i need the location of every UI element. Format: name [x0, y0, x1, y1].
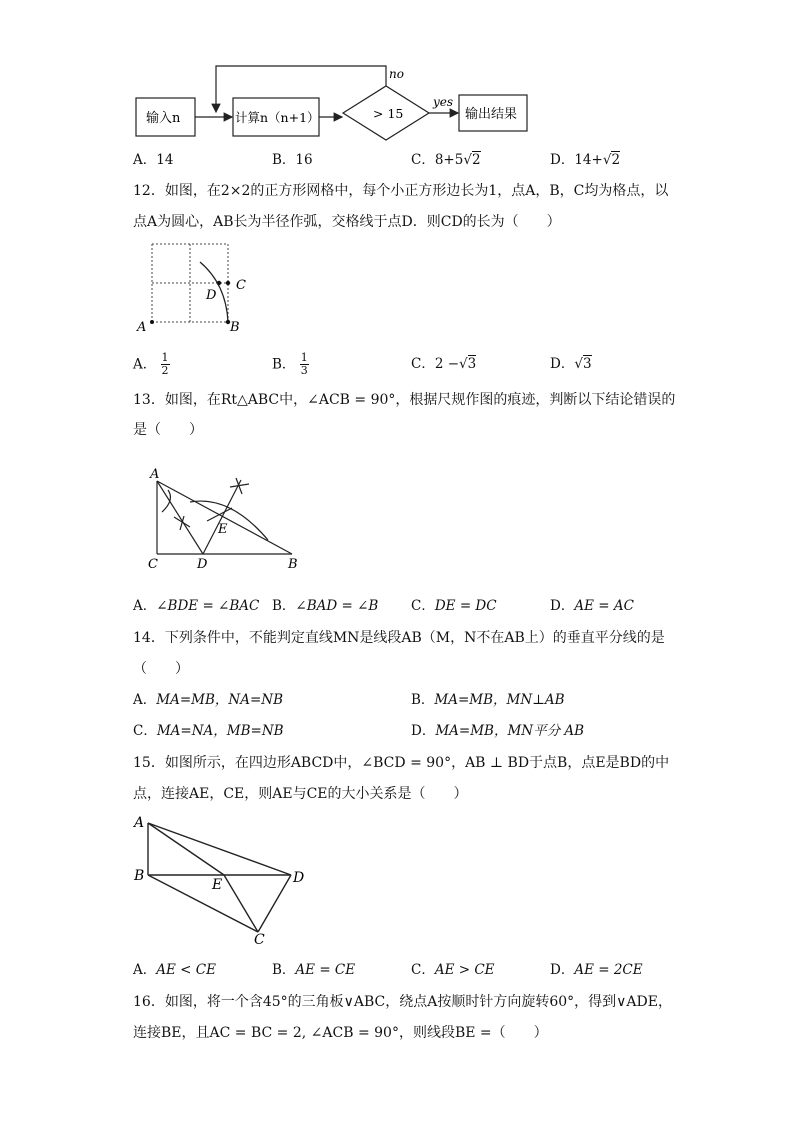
- yes-label: yes: [433, 95, 454, 109]
- no-label: no: [389, 67, 404, 81]
- input-label: 输入n: [146, 111, 181, 126]
- label-e: E: [212, 877, 223, 893]
- q14-option-a[interactable]: A．MA=MB，NA=NB: [133, 692, 283, 708]
- q14-option-c[interactable]: C．MA=NA，MB=NB: [133, 723, 284, 739]
- q15-option-b[interactable]: B．AE = CE: [272, 962, 356, 978]
- sqrt-symbol: √: [574, 356, 583, 372]
- q13-option-a[interactable]: A．∠BDE = ∠BAC: [133, 598, 260, 614]
- sqrt-symbol: √: [459, 356, 468, 372]
- flowchart-figure: [0, 0, 794, 150]
- label-c: C: [254, 932, 265, 948]
- label-b: B: [134, 868, 145, 884]
- q14-stem-line2: （ ）: [133, 661, 189, 677]
- q12-option-d[interactable]: D．√3: [550, 356, 592, 372]
- fraction: $\frac{1}{3}$: [300, 351, 308, 377]
- q15-stem-line1: 15．如图所示，在四边形ABCD中，∠BCD = 90°，AB ⊥ BD于点B，点E是BD的中: [133, 755, 670, 771]
- compute-label: 计算n（n+1）: [235, 110, 320, 125]
- label-a: A: [134, 815, 145, 831]
- q14-option-b[interactable]: B．MA=MB，MN⊥AB: [411, 692, 565, 708]
- point-c: [226, 281, 230, 285]
- q12-option-a[interactable]: A． $\frac{1}{2}$: [133, 351, 169, 377]
- label-c: C: [236, 278, 246, 293]
- q12-stem-line1: 12．如图，在2×2的正方形网格中，每个小正方形边长为1，点A，B，C均为格点，以: [133, 183, 669, 199]
- q13-stem-line1: 13．如图，在Rt△ABC中，∠ACB = 90°，根据尺规作图的痕迹，判断以下结论错误的: [133, 392, 676, 408]
- label-e: E: [218, 522, 228, 537]
- q14-option-d[interactable]: D．MA=MB，MN平分 AB: [411, 723, 585, 739]
- q16-stem-line1: 16．如图，将一个含45°的三角板∨ABC，绕点A按顺时针方向旋转60°，得到∨ADE，: [133, 994, 672, 1010]
- q12-option-c[interactable]: C．2 −√3: [411, 356, 477, 372]
- label-c: C: [148, 557, 158, 572]
- arc-centered-a: [200, 262, 228, 322]
- q11-option-d[interactable]: D．14+√2: [550, 152, 621, 168]
- sqrt-symbol: √: [602, 152, 612, 168]
- output-label: 输出结果: [465, 107, 518, 122]
- q15-stem-line2: 点，连接AE，CE，则AE与CE的大小关系是（ ）: [133, 786, 468, 802]
- label-d: D: [206, 288, 217, 303]
- q14-stem-line1: 14．下列条件中，不能判定直线MN是线段AB（M，N不在AB上）的垂直平分线的是: [133, 630, 665, 646]
- label-d: D: [197, 557, 208, 572]
- q12-stem-line2: 点A为圆心，AB长为半径作弧，交格线于点D．则CD的长为（ ）: [133, 214, 561, 230]
- q11-option-a[interactable]: A．14: [133, 152, 174, 168]
- q13-stem-line2: 是（ ）: [133, 422, 203, 438]
- loop-back-line: [216, 66, 386, 112]
- label-b: B: [288, 557, 298, 572]
- condition-label: > 15: [373, 106, 404, 121]
- q13-option-b[interactable]: B．∠BAD = ∠B: [272, 598, 379, 614]
- q16-stem-line2: 连接BE，且AC = BC = 2, ∠ACB = 90°，则线段BE =（ ）: [133, 1025, 548, 1041]
- q13-option-d[interactable]: D．AE = AC: [550, 598, 634, 614]
- label-a: A: [137, 320, 147, 335]
- label-a: A: [150, 467, 160, 482]
- q11-option-b[interactable]: B．16: [272, 152, 313, 168]
- q15-option-d[interactable]: D．AE = 2CE: [550, 962, 643, 978]
- label-b: B: [230, 320, 240, 335]
- q15-option-c[interactable]: C．AE > CE: [411, 962, 495, 978]
- point-d: [217, 281, 221, 285]
- q15-option-a[interactable]: A．AE < CE: [133, 962, 216, 978]
- fraction: $\frac{1}{2}$: [161, 351, 169, 377]
- sqrt-symbol: √: [463, 152, 472, 168]
- label-d: D: [293, 870, 305, 886]
- q13-option-c[interactable]: C．DE = DC: [411, 598, 497, 614]
- point-a: [150, 320, 154, 324]
- q12-option-b[interactable]: B． $\frac{1}{3}$: [272, 351, 308, 377]
- q11-option-c[interactable]: C．8+5√2: [411, 152, 481, 168]
- point-b: [226, 320, 230, 324]
